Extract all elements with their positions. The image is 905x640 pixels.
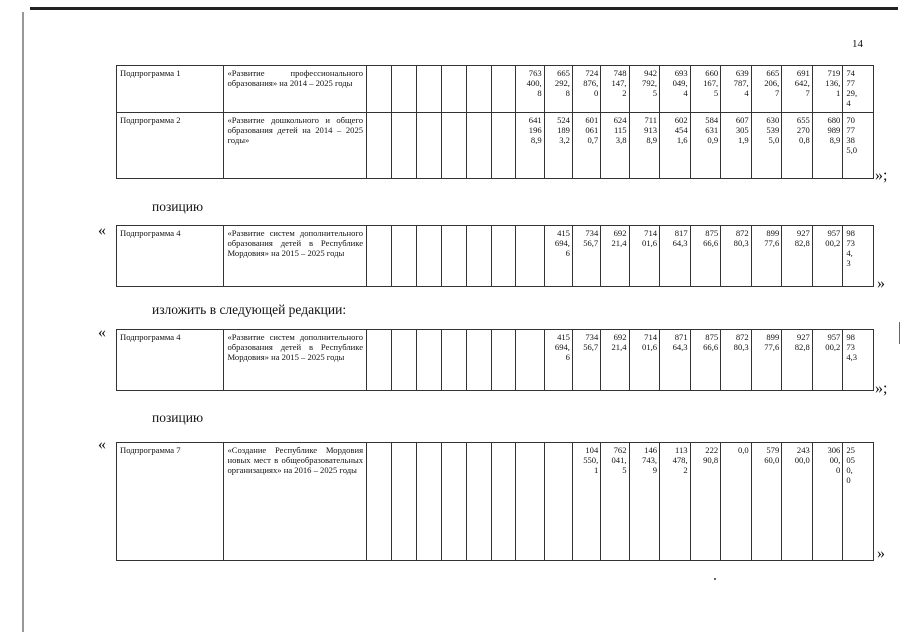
program-table-2	[116, 225, 874, 287]
empty-cell	[367, 226, 392, 287]
value-cell: 957 00,2	[812, 330, 843, 391]
table-row	[117, 226, 874, 287]
value-cell: 875 66,6	[690, 226, 721, 287]
value-cell: 415 694, 6	[544, 330, 572, 391]
empty-cell	[367, 330, 392, 391]
program-name-cell: Подпрограмма 2	[117, 113, 224, 179]
section-heading-new-edition: изложить в следующей редакции:	[152, 302, 347, 317]
value-cell: 243 00,0	[782, 443, 813, 561]
value-cell: 714 01,6	[629, 226, 660, 287]
value-cell: 630 539 5,0	[751, 113, 782, 179]
opening-quote-4: «	[98, 436, 106, 453]
empty-cell	[391, 66, 416, 113]
empty-cell	[416, 113, 441, 179]
value-cell: 641 196 8,9	[516, 113, 544, 179]
table-row	[117, 113, 874, 179]
program-table-4	[116, 442, 874, 561]
program-table-3	[116, 329, 874, 391]
value-cell: 70 77 38 5,0	[843, 113, 874, 179]
empty-cell	[416, 66, 441, 113]
section-heading-position-1: позицию	[152, 199, 204, 214]
value-cell: 680 989 8,9	[812, 113, 843, 179]
value-cell: 748 147, 2	[601, 66, 629, 113]
value-cell: 872 80,3	[721, 226, 752, 287]
opening-quote-2: «	[98, 222, 106, 239]
empty-cell	[491, 66, 516, 113]
value-cell: 579 60,0	[751, 443, 782, 561]
value-cell: 655 270 0,8	[782, 113, 813, 179]
empty-cell	[466, 443, 491, 561]
empty-cell	[391, 226, 416, 287]
empty-cell	[516, 226, 544, 287]
empty-cell	[516, 443, 544, 561]
value-cell: 624 115 3,8	[601, 113, 629, 179]
empty-cell	[367, 113, 392, 179]
value-cell: 639 787, 4	[721, 66, 752, 113]
program-table-1	[116, 65, 874, 179]
value-cell: 942 792, 5	[629, 66, 660, 113]
empty-cell	[441, 443, 466, 561]
value-cell: 660 167, 5	[690, 66, 721, 113]
program-title-cell: «Развитие дошкольного и общего образования детей на 2014 – 2025 годы»	[224, 113, 367, 179]
value-cell: 899 77,6	[751, 330, 782, 391]
section-heading-position-2: позицию	[152, 410, 204, 425]
opening-quote-3: «	[98, 324, 106, 341]
value-cell: 734 56,7	[572, 330, 600, 391]
value-cell: 113 478, 2	[660, 443, 691, 561]
empty-cell	[391, 330, 416, 391]
program-title-cell: «Создание Республике Мордовия новых мест в общеобразовательных организациях» на 2016 – 2025 годы	[224, 443, 367, 561]
empty-cell	[544, 443, 572, 561]
empty-cell	[441, 113, 466, 179]
empty-cell	[466, 330, 491, 391]
closing-quote-1: »;	[875, 167, 888, 184]
page-number: 14	[852, 38, 863, 50]
program-name-cell: Подпрограмма 4	[117, 226, 224, 287]
scan-mark	[899, 322, 900, 344]
empty-cell	[466, 226, 491, 287]
program-title-cell: «Развитие систем дополнительного образования детей в Республике Мордовия» на 2015 – 2025 годы	[224, 330, 367, 391]
value-cell: 872 80,3	[721, 330, 752, 391]
value-cell: 691 642, 7	[782, 66, 813, 113]
empty-cell	[441, 226, 466, 287]
value-cell: 0,0	[721, 443, 752, 561]
empty-cell	[367, 66, 392, 113]
closing-quote-2: »	[877, 275, 885, 292]
value-cell: 306 00, 0	[812, 443, 843, 561]
empty-cell	[391, 113, 416, 179]
program-name-cell: Подпрограмма 1	[117, 66, 224, 113]
table-row	[117, 330, 874, 391]
closing-quote-3: »;	[875, 380, 888, 397]
empty-cell	[416, 443, 441, 561]
value-cell: 584 631 0,9	[690, 113, 721, 179]
value-cell: 763 400, 8	[516, 66, 544, 113]
value-cell: 899 77,6	[751, 226, 782, 287]
value-cell: 104 550, 1	[572, 443, 600, 561]
value-cell: 692 21,4	[601, 226, 629, 287]
value-cell: 711 913 8,9	[629, 113, 660, 179]
empty-cell	[491, 226, 516, 287]
value-cell: 927 82,8	[782, 226, 813, 287]
value-cell: 817 64,3	[660, 226, 691, 287]
program-name-cell: Подпрограмма 4	[117, 330, 224, 391]
table-row	[117, 66, 874, 113]
value-cell: 524 189 3,2	[544, 113, 572, 179]
empty-cell	[391, 443, 416, 561]
value-cell: 957 00,2	[812, 226, 843, 287]
value-cell: 719 136, 1	[812, 66, 843, 113]
value-cell: 98 73 4, 3	[843, 226, 874, 287]
table-row	[117, 443, 874, 561]
empty-cell	[466, 66, 491, 113]
empty-cell	[491, 330, 516, 391]
closing-quote-4: »	[877, 545, 885, 562]
value-cell: 871 64,3	[660, 330, 691, 391]
empty-cell	[466, 113, 491, 179]
empty-cell	[491, 443, 516, 561]
value-cell: 74 77 29, 4	[843, 66, 874, 113]
value-cell: 714 01,6	[629, 330, 660, 391]
value-cell: 762 041, 5	[601, 443, 629, 561]
value-cell: 25 05 0, 0	[843, 443, 874, 561]
scan-speck	[714, 578, 716, 580]
empty-cell	[516, 330, 544, 391]
value-cell: 98 73 4,3	[843, 330, 874, 391]
empty-cell	[491, 113, 516, 179]
value-cell: 927 82,8	[782, 330, 813, 391]
empty-cell	[441, 66, 466, 113]
empty-cell	[367, 443, 392, 561]
program-name-cell: Подпрограмма 7	[117, 443, 224, 561]
value-cell: 692 21,4	[601, 330, 629, 391]
value-cell: 222 90,8	[690, 443, 721, 561]
value-cell: 665 206, 7	[751, 66, 782, 113]
value-cell: 724 876, 0	[572, 66, 600, 113]
value-cell: 415 694, 6	[544, 226, 572, 287]
value-cell: 665 292, 8	[544, 66, 572, 113]
value-cell: 601 061 0,7	[572, 113, 600, 179]
scan-top-edge	[30, 7, 898, 10]
value-cell: 734 56,7	[572, 226, 600, 287]
value-cell: 607 305 1,9	[721, 113, 752, 179]
scan-left-edge	[22, 12, 24, 632]
empty-cell	[416, 226, 441, 287]
program-title-cell: «Развитие профессионального образования» на 2014 – 2025 годы	[224, 66, 367, 113]
value-cell: 146 743, 9	[629, 443, 660, 561]
program-title-cell: «Развитие систем дополнительного образования детей в Республике Мордовия» на 2015 – 2025 годы	[224, 226, 367, 287]
value-cell: 693 049, 4	[660, 66, 691, 113]
empty-cell	[441, 330, 466, 391]
value-cell: 875 66,6	[690, 330, 721, 391]
value-cell: 602 454 1,6	[660, 113, 691, 179]
empty-cell	[416, 330, 441, 391]
